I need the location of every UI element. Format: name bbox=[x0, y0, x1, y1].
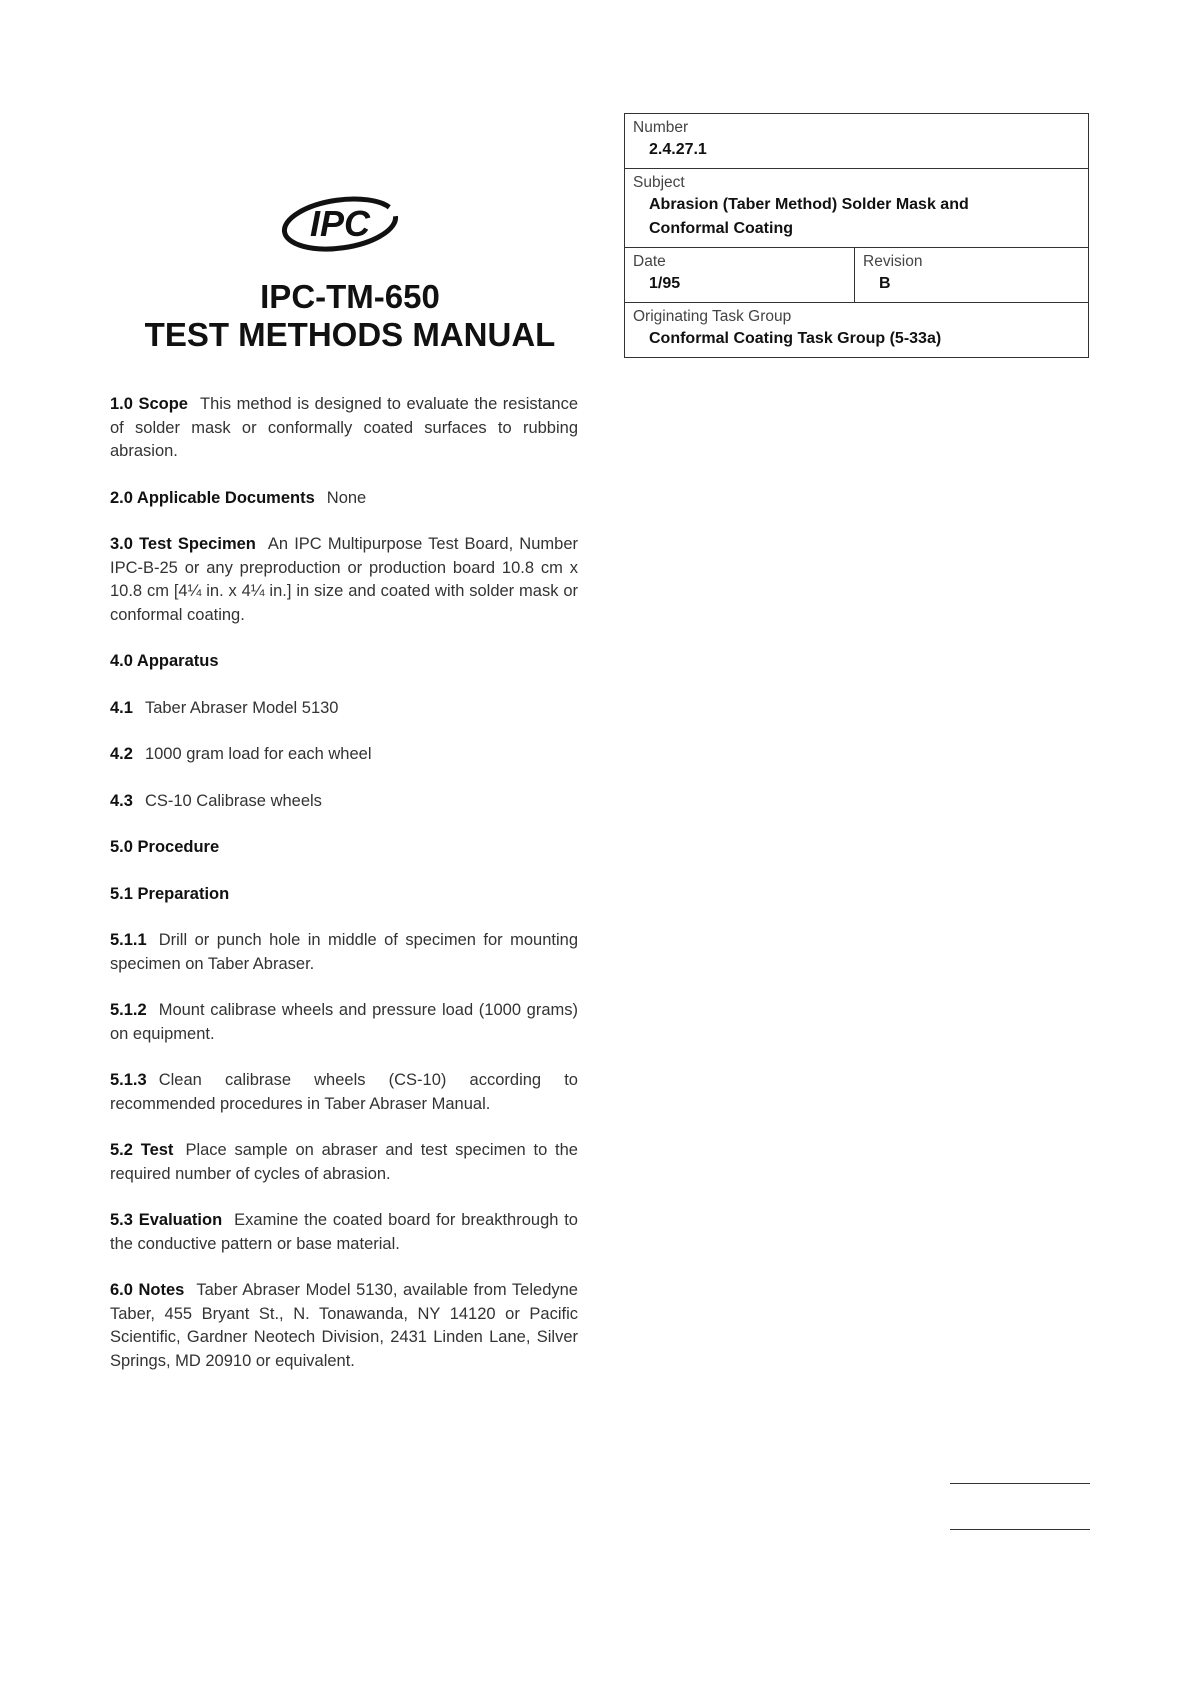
manual-title-line1: IPC-TM-650 bbox=[260, 278, 440, 315]
date-cell bbox=[625, 248, 855, 302]
manual-title-line2: TEST METHODS MANUAL bbox=[144, 316, 556, 353]
subject-value-line2: Conformal Coating bbox=[649, 220, 793, 237]
task-group-value: Conformal Coating Task Group (5-33a) bbox=[649, 330, 942, 347]
ipc-logo-text: IPC bbox=[309, 203, 371, 244]
revision-value: B bbox=[879, 275, 891, 292]
number-label: Number bbox=[633, 119, 689, 136]
section-5-1-2: 5.1.2 Mount calibrase wheels and pressure load (1000 grams) on equipment. bbox=[110, 1001, 578, 1043]
document-body bbox=[110, 393, 578, 1396]
number-row bbox=[625, 114, 1088, 169]
footer-rule-2 bbox=[950, 1529, 1090, 1530]
revision-cell bbox=[855, 248, 1088, 302]
section-scope: 1.0 Scope This method is designed to evaluate the resistance of solder mask or conformally coated surfaces to rubbing abrasion. bbox=[110, 395, 579, 460]
subject-value-line1: Abrasion (Taber Method) Solder Mask and bbox=[649, 196, 969, 213]
footer-rule-1 bbox=[950, 1483, 1090, 1484]
number-value: 2.4.27.1 bbox=[649, 141, 707, 158]
subject-row bbox=[625, 169, 1088, 248]
subject-label: Subject bbox=[633, 174, 685, 191]
section-test-specimen: 3.0 Test Specimen An IPC Multipurpose Test Board, Number IPC-B-25 or any preproduction or production board 10.8 cm x 10.8 cm [4¼ in. x 4¼ in.] in size and coated with solder mask or conformal coating. bbox=[110, 535, 578, 624]
manual-title bbox=[130, 278, 570, 354]
section-evaluation: 5.3 Evaluation Examine the coated board for breakthrough to the conductive pattern or base material. bbox=[110, 1211, 578, 1253]
task-group-label: Originating Task Group bbox=[633, 308, 792, 325]
section-5-1-3: 5.1.3 Clean calibrase wheels (CS-10) according to recommended procedures in Taber Abraser Manual. bbox=[110, 1071, 578, 1113]
date-label: Date bbox=[633, 253, 666, 270]
revision-label: Revision bbox=[863, 253, 923, 270]
ipc-logo bbox=[280, 196, 400, 252]
section-preparation: 5.1 Preparation bbox=[110, 884, 230, 903]
section-procedure: 5.0 Procedure bbox=[110, 838, 220, 856]
section-4-2: 4.2 1000 gram load for each wheel bbox=[110, 745, 372, 763]
section-test: 5.2 Test Place sample on abraser and test specimen to the required number of cycles of abrasion. bbox=[110, 1141, 578, 1183]
section-notes: 6.0 Notes Taber Abraser Model 5130, available from Teledyne Taber, 455 Bryant St., N. Tonawanda, NY 14120 or Pacific Scientific, Gardner Neotech Division, 2431 Linden Lane, Silver Springs, MD 20910 or equivalent. bbox=[110, 1281, 578, 1370]
section-4-3: 4.3 CS-10 Calibrase wheels bbox=[110, 791, 322, 810]
task-group-row bbox=[625, 303, 1088, 357]
section-apparatus: 4.0 Apparatus bbox=[110, 652, 219, 670]
document-info-box bbox=[624, 113, 1089, 358]
date-revision-row bbox=[625, 248, 1088, 303]
section-5-1-1: 5.1.1 Drill or punch hole in middle of specimen for mounting specimen on Taber Abraser. bbox=[110, 931, 578, 973]
section-4-1: 4.1 Taber Abraser Model 5130 bbox=[110, 698, 339, 717]
date-value: 1/95 bbox=[649, 275, 681, 292]
section-applicable-documents: 2.0 Applicable Documents None bbox=[110, 488, 367, 507]
